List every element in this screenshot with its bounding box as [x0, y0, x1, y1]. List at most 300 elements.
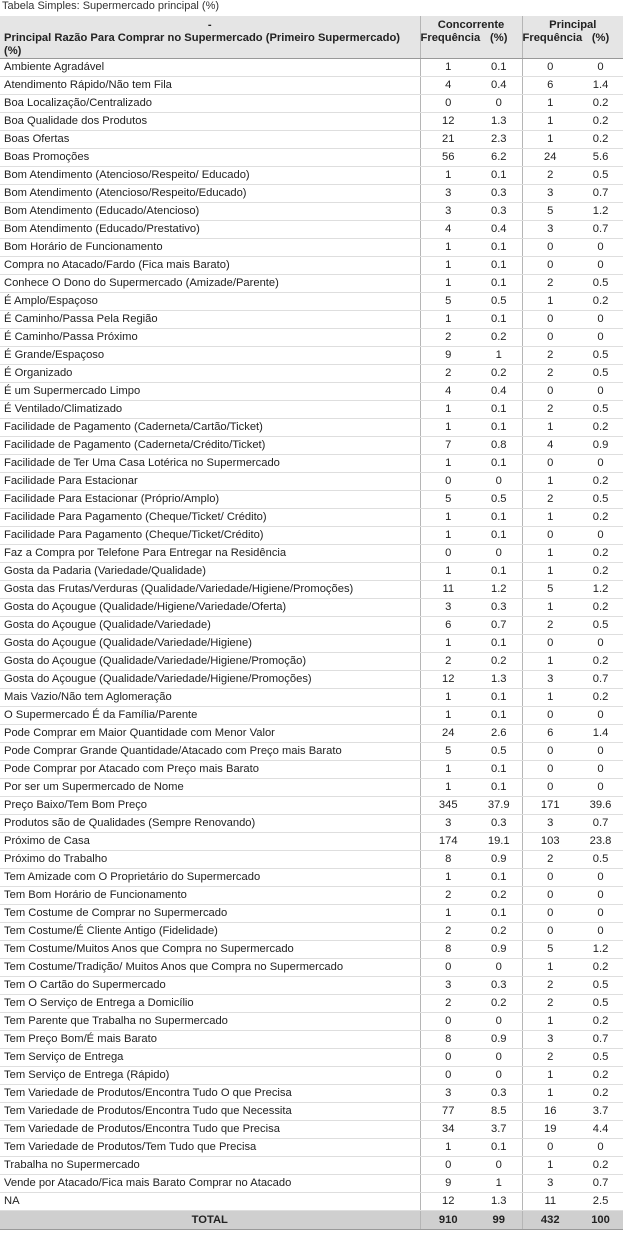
principal-frequencia: 0 — [522, 59, 578, 77]
table-row — [0, 1049, 623, 1067]
table-row — [0, 545, 623, 563]
table-row — [0, 635, 623, 653]
table-row — [0, 1103, 623, 1121]
principal-percent: 0 — [578, 239, 623, 257]
concorrente-frequencia: 8 — [420, 1031, 476, 1049]
concorrente-percent: 0.2 — [476, 329, 522, 347]
concorrente-frequencia: 345 — [420, 797, 476, 815]
row-label: Tem Amizade com O Proprietário do Supermercado — [0, 869, 420, 887]
principal-percent: 0 — [578, 383, 623, 401]
principal-frequencia: 103 — [522, 833, 578, 851]
table-row — [0, 347, 623, 365]
row-label: Tem O Cartão do Supermercado — [0, 977, 420, 995]
concorrente-frequencia: 21 — [420, 131, 476, 149]
concorrente-frequencia: 5 — [420, 491, 476, 509]
header-freq-concorrente: Frequência — [420, 32, 476, 59]
concorrente-frequencia: 1 — [420, 167, 476, 185]
concorrente-percent: 0.5 — [476, 293, 522, 311]
concorrente-percent: 37.9 — [476, 797, 522, 815]
principal-percent: 1.4 — [578, 725, 623, 743]
row-label: Tem Variedade de Produtos/Tem Tudo que Precisa — [0, 1139, 420, 1157]
concorrente-percent: 1 — [476, 347, 522, 365]
concorrente-percent: 0.2 — [476, 653, 522, 671]
table-row — [0, 491, 623, 509]
principal-frequencia: 0 — [522, 257, 578, 275]
principal-frequencia: 3 — [522, 221, 578, 239]
concorrente-frequencia: 24 — [420, 725, 476, 743]
row-label: É um Supermercado Limpo — [0, 383, 420, 401]
concorrente-frequencia: 6 — [420, 617, 476, 635]
concorrente-percent: 0.1 — [476, 527, 522, 545]
principal-percent: 0.7 — [578, 815, 623, 833]
principal-frequencia: 0 — [522, 743, 578, 761]
table-row — [0, 473, 623, 491]
concorrente-percent: 0 — [476, 1157, 522, 1175]
concorrente-percent: 0.4 — [476, 221, 522, 239]
principal-frequencia: 2 — [522, 275, 578, 293]
table-row — [0, 59, 623, 77]
concorrente-percent: 0.1 — [476, 167, 522, 185]
row-label: É Caminho/Passa Pela Região — [0, 311, 420, 329]
row-label: Mais Vazio/Não tem Aglomeração — [0, 689, 420, 707]
concorrente-frequencia: 0 — [420, 1157, 476, 1175]
row-label: Tem Variedade de Produtos/Encontra Tudo que Precisa — [0, 1121, 420, 1139]
concorrente-percent: 0.2 — [476, 923, 522, 941]
principal-percent: 0.2 — [578, 131, 623, 149]
concorrente-frequencia: 2 — [420, 923, 476, 941]
table-row — [0, 671, 623, 689]
principal-frequencia: 1 — [522, 689, 578, 707]
principal-frequencia: 1 — [522, 95, 578, 113]
row-label: Tem Variedade de Produtos/Encontra Tudo que Necessita — [0, 1103, 420, 1121]
row-label: Gosta do Açougue (Qualidade/Variedade/Higiene/Promoções) — [0, 671, 420, 689]
principal-frequencia: 5 — [522, 203, 578, 221]
principal-percent: 0.2 — [578, 689, 623, 707]
concorrente-frequencia: 1 — [420, 239, 476, 257]
concorrente-percent: 3.7 — [476, 1121, 522, 1139]
row-label: Bom Atendimento (Atencioso/Respeito/ Educado) — [0, 167, 420, 185]
concorrente-percent: 0.1 — [476, 689, 522, 707]
row-label: Tem Variedade de Produtos/Encontra Tudo O que Precisa — [0, 1085, 420, 1103]
concorrente-percent: 1.3 — [476, 671, 522, 689]
principal-percent: 0.2 — [578, 95, 623, 113]
principal-percent: 0.2 — [578, 653, 623, 671]
concorrente-frequencia: 1 — [420, 59, 476, 77]
concorrente-frequencia: 1 — [420, 869, 476, 887]
table-header — [0, 16, 623, 59]
row-label: Gosta do Açougue (Qualidade/Variedade) — [0, 617, 420, 635]
principal-frequencia: 2 — [522, 995, 578, 1013]
principal-percent: 0 — [578, 887, 623, 905]
principal-percent: 0.2 — [578, 545, 623, 563]
row-label: Bom Horário de Funcionamento — [0, 239, 420, 257]
principal-frequencia: 2 — [522, 617, 578, 635]
table-row — [0, 941, 623, 959]
principal-frequencia: 2 — [522, 401, 578, 419]
principal-frequencia: 0 — [522, 311, 578, 329]
concorrente-percent: 0 — [476, 1049, 522, 1067]
table-row — [0, 869, 623, 887]
total-row — [0, 1211, 623, 1230]
principal-percent: 0 — [578, 329, 623, 347]
row-label: Gosta do Açougue (Qualidade/Higiene/Variedade/Oferta) — [0, 599, 420, 617]
table-row — [0, 905, 623, 923]
concorrente-frequencia: 56 — [420, 149, 476, 167]
principal-frequencia: 1 — [522, 599, 578, 617]
concorrente-frequencia: 2 — [420, 329, 476, 347]
table-row — [0, 203, 623, 221]
header-pct-principal: (%) — [578, 32, 623, 59]
principal-frequencia: 1 — [522, 1085, 578, 1103]
principal-frequencia: 0 — [522, 1139, 578, 1157]
row-label: Facilidade de Pagamento (Caderneta/Crédito/Ticket) — [0, 437, 420, 455]
concorrente-percent: 0.1 — [476, 401, 522, 419]
concorrente-percent: 0.2 — [476, 887, 522, 905]
table-row — [0, 1121, 623, 1139]
principal-percent: 0.2 — [578, 113, 623, 131]
concorrente-frequencia: 0 — [420, 95, 476, 113]
principal-percent: 0.7 — [578, 1031, 623, 1049]
principal-percent: 0.5 — [578, 347, 623, 365]
row-label: NA — [0, 1193, 420, 1211]
principal-frequencia: 1 — [522, 1067, 578, 1085]
concorrente-frequencia: 9 — [420, 347, 476, 365]
row-label: Bom Atendimento (Atencioso/Respeito/Educado) — [0, 185, 420, 203]
frequency-table — [0, 16, 623, 1230]
concorrente-percent: 0 — [476, 1013, 522, 1031]
row-label: Pode Comprar Grande Quantidade/Atacado com Preço mais Barato — [0, 743, 420, 761]
principal-percent: 0.7 — [578, 671, 623, 689]
table-row — [0, 887, 623, 905]
principal-frequencia: 1 — [522, 1013, 578, 1031]
principal-frequencia: 1 — [522, 545, 578, 563]
principal-percent: 0 — [578, 257, 623, 275]
concorrente-frequencia: 0 — [420, 545, 476, 563]
table-row — [0, 1085, 623, 1103]
principal-frequencia: 1 — [522, 419, 578, 437]
principal-frequencia: 2 — [522, 167, 578, 185]
header-dash: - — [207, 19, 212, 31]
concorrente-percent: 0.1 — [476, 707, 522, 725]
concorrente-frequencia: 1 — [420, 275, 476, 293]
row-label: Tem Parente que Trabalha no Supermercado — [0, 1013, 420, 1031]
concorrente-percent: 0.1 — [476, 869, 522, 887]
table-row — [0, 239, 623, 257]
principal-frequencia: 5 — [522, 581, 578, 599]
table-row — [0, 527, 623, 545]
principal-frequencia: 2 — [522, 491, 578, 509]
principal-percent: 2.5 — [578, 1193, 623, 1211]
concorrente-percent: 0.9 — [476, 1031, 522, 1049]
table-row — [0, 1193, 623, 1211]
row-label: Por ser um Supermercado de Nome — [0, 779, 420, 797]
concorrente-percent: 0.9 — [476, 851, 522, 869]
concorrente-frequencia: 4 — [420, 77, 476, 95]
row-label: Bom Atendimento (Educado/Prestativo) — [0, 221, 420, 239]
concorrente-percent: 0.3 — [476, 1085, 522, 1103]
row-label: Facilidade de Ter Uma Casa Lotérica no Supermercado — [0, 455, 420, 473]
principal-frequencia: 1 — [522, 563, 578, 581]
concorrente-frequencia: 1 — [420, 1139, 476, 1157]
concorrente-percent: 0.3 — [476, 815, 522, 833]
concorrente-frequencia: 1 — [420, 707, 476, 725]
table-row — [0, 995, 623, 1013]
row-label: Tem Costume/É Cliente Antigo (Fidelidade) — [0, 923, 420, 941]
principal-percent: 0 — [578, 905, 623, 923]
principal-frequencia: 19 — [522, 1121, 578, 1139]
concorrente-percent: 1.3 — [476, 1193, 522, 1211]
concorrente-frequencia: 2 — [420, 887, 476, 905]
header-group-concorrente: Concorrente — [420, 16, 522, 32]
principal-frequencia: 24 — [522, 149, 578, 167]
concorrente-percent: 1.3 — [476, 113, 522, 131]
principal-percent: 0 — [578, 59, 623, 77]
row-label: Boa Qualidade dos Produtos — [0, 113, 420, 131]
concorrente-frequencia: 2 — [420, 995, 476, 1013]
table-row — [0, 311, 623, 329]
concorrente-frequencia: 0 — [420, 1049, 476, 1067]
row-label: Tem Costume/Tradição/ Muitos Anos que Compra no Supermercado — [0, 959, 420, 977]
principal-frequencia: 3 — [522, 1031, 578, 1049]
principal-frequencia: 0 — [522, 329, 578, 347]
principal-frequencia: 1 — [522, 653, 578, 671]
row-label: Boas Ofertas — [0, 131, 420, 149]
principal-percent: 0.2 — [578, 1067, 623, 1085]
principal-percent: 0.5 — [578, 401, 623, 419]
principal-percent: 4.4 — [578, 1121, 623, 1139]
table-row — [0, 815, 623, 833]
row-label: Gosta do Açougue (Qualidade/Variedade/Higiene/Promoção) — [0, 653, 420, 671]
principal-percent: 0.2 — [578, 599, 623, 617]
row-label: O Supermercado É da Família/Parente — [0, 707, 420, 725]
table-row — [0, 293, 623, 311]
row-label: Vende por Atacado/Fica mais Barato Comprar no Atacado — [0, 1175, 420, 1193]
table-row — [0, 1139, 623, 1157]
principal-percent: 0.5 — [578, 491, 623, 509]
concorrente-frequencia: 2 — [420, 365, 476, 383]
concorrente-frequencia: 1 — [420, 401, 476, 419]
concorrente-percent: 0.3 — [476, 977, 522, 995]
principal-frequencia: 5 — [522, 941, 578, 959]
concorrente-percent: 2.3 — [476, 131, 522, 149]
concorrente-frequencia: 9 — [420, 1175, 476, 1193]
row-label: É Ventilado/Climatizado — [0, 401, 420, 419]
concorrente-percent: 0.1 — [476, 59, 522, 77]
concorrente-percent: 0 — [476, 95, 522, 113]
table-row — [0, 617, 623, 635]
principal-frequencia: 3 — [522, 1175, 578, 1193]
principal-percent: 0.5 — [578, 995, 623, 1013]
concorrente-percent: 0.3 — [476, 203, 522, 221]
principal-percent: 0.2 — [578, 293, 623, 311]
row-label: Atendimento Rápido/Não tem Fila — [0, 77, 420, 95]
row-label: É Caminho/Passa Próximo — [0, 329, 420, 347]
concorrente-frequencia: 3 — [420, 185, 476, 203]
concorrente-frequencia: 3 — [420, 599, 476, 617]
principal-percent: 0 — [578, 1139, 623, 1157]
concorrente-percent: 1 — [476, 1175, 522, 1193]
principal-frequencia: 1 — [522, 473, 578, 491]
principal-frequencia: 0 — [522, 383, 578, 401]
concorrente-frequencia: 1 — [420, 779, 476, 797]
table-row — [0, 77, 623, 95]
principal-percent: 0.5 — [578, 977, 623, 995]
concorrente-frequencia: 5 — [420, 743, 476, 761]
row-label: Gosta do Açougue (Qualidade/Variedade/Higiene) — [0, 635, 420, 653]
principal-frequencia: 1 — [522, 509, 578, 527]
table-row — [0, 1175, 623, 1193]
table-row — [0, 923, 623, 941]
concorrente-percent: 0.1 — [476, 311, 522, 329]
principal-percent: 1.4 — [578, 77, 623, 95]
principal-frequencia: 0 — [522, 779, 578, 797]
concorrente-frequencia: 1 — [420, 689, 476, 707]
principal-percent: 1.2 — [578, 941, 623, 959]
table-row — [0, 599, 623, 617]
table-row — [0, 275, 623, 293]
principal-percent: 1.2 — [578, 203, 623, 221]
principal-percent: 0.2 — [578, 959, 623, 977]
table-body — [0, 59, 623, 1230]
row-label: Conhece O Dono do Supermercado (Amizade/Parente) — [0, 275, 420, 293]
table-row — [0, 455, 623, 473]
table-row — [0, 1067, 623, 1085]
concorrente-frequencia: 0 — [420, 959, 476, 977]
principal-percent: 0.5 — [578, 365, 623, 383]
concorrente-frequencia: 8 — [420, 941, 476, 959]
total-principal-percent: 100 — [578, 1211, 623, 1230]
principal-percent: 0 — [578, 311, 623, 329]
principal-frequencia: 6 — [522, 77, 578, 95]
row-label: Tem Serviço de Entrega (Rápido) — [0, 1067, 420, 1085]
table-row — [0, 149, 623, 167]
concorrente-percent: 19.1 — [476, 833, 522, 851]
row-label: Tem Costume/Muitos Anos que Compra no Supermercado — [0, 941, 420, 959]
row-label: Pode Comprar por Atacado com Preço mais Barato — [0, 761, 420, 779]
principal-percent: 3.7 — [578, 1103, 623, 1121]
concorrente-frequencia: 11 — [420, 581, 476, 599]
concorrente-frequencia: 3 — [420, 815, 476, 833]
table-row — [0, 653, 623, 671]
principal-percent: 5.6 — [578, 149, 623, 167]
table-row — [0, 707, 623, 725]
principal-frequencia: 0 — [522, 923, 578, 941]
table-row — [0, 131, 623, 149]
principal-frequencia: 0 — [522, 887, 578, 905]
row-label: Ambiente Agradável — [0, 59, 420, 77]
principal-percent: 0 — [578, 779, 623, 797]
principal-frequencia: 0 — [522, 635, 578, 653]
principal-frequencia: 4 — [522, 437, 578, 455]
table-row — [0, 959, 623, 977]
concorrente-percent: 0.1 — [476, 419, 522, 437]
principal-percent: 0.2 — [578, 419, 623, 437]
table-row — [0, 185, 623, 203]
principal-percent: 0 — [578, 743, 623, 761]
table-row — [0, 419, 623, 437]
principal-percent: 0.9 — [578, 437, 623, 455]
concorrente-frequencia: 3 — [420, 977, 476, 995]
row-label: Próximo do Trabalho — [0, 851, 420, 869]
principal-percent: 0.2 — [578, 563, 623, 581]
concorrente-frequencia: 1 — [420, 635, 476, 653]
principal-percent: 0.5 — [578, 275, 623, 293]
principal-frequencia: 0 — [522, 869, 578, 887]
principal-percent: 0.2 — [578, 1013, 623, 1031]
concorrente-frequencia: 174 — [420, 833, 476, 851]
row-label: É Organizado — [0, 365, 420, 383]
table-row — [0, 689, 623, 707]
concorrente-percent: 6.2 — [476, 149, 522, 167]
total-concorrente-percent: 99 — [476, 1211, 522, 1230]
table-row — [0, 383, 623, 401]
concorrente-percent: 0.2 — [476, 995, 522, 1013]
concorrente-percent: 0.3 — [476, 599, 522, 617]
row-label: Pode Comprar em Maior Quantidade com Menor Valor — [0, 725, 420, 743]
principal-percent: 0.5 — [578, 167, 623, 185]
principal-frequencia: 1 — [522, 293, 578, 311]
principal-frequencia: 2 — [522, 977, 578, 995]
concorrente-frequencia: 1 — [420, 563, 476, 581]
concorrente-frequencia: 12 — [420, 1193, 476, 1211]
concorrente-percent: 0 — [476, 959, 522, 977]
principal-percent: 0.7 — [578, 221, 623, 239]
table-row — [0, 779, 623, 797]
concorrente-percent: 0.5 — [476, 491, 522, 509]
principal-frequencia: 0 — [522, 761, 578, 779]
concorrente-frequencia: 7 — [420, 437, 476, 455]
table-row — [0, 797, 623, 815]
row-label: Facilidade de Pagamento (Caderneta/Cartão/Ticket) — [0, 419, 420, 437]
row-label: Tem Bom Horário de Funcionamento — [0, 887, 420, 905]
table-row — [0, 401, 623, 419]
row-label: Produtos são de Qualidades (Sempre Renovando) — [0, 815, 420, 833]
principal-frequencia: 0 — [522, 527, 578, 545]
concorrente-frequencia: 77 — [420, 1103, 476, 1121]
principal-frequencia: 1 — [522, 131, 578, 149]
concorrente-percent: 0.1 — [476, 239, 522, 257]
table-row — [0, 437, 623, 455]
header-row-label: Principal Razão Para Comprar no Supermercado (Primeiro Supermercado) (%) — [0, 32, 420, 59]
concorrente-frequencia: 4 — [420, 221, 476, 239]
concorrente-percent: 0.1 — [476, 779, 522, 797]
row-label: É Grande/Espaçoso — [0, 347, 420, 365]
principal-percent: 0 — [578, 635, 623, 653]
table-row — [0, 95, 623, 113]
concorrente-frequencia: 1 — [420, 509, 476, 527]
concorrente-percent: 0.1 — [476, 905, 522, 923]
total-concorrente-frequencia: 910 — [420, 1211, 476, 1230]
principal-frequencia: 2 — [522, 1049, 578, 1067]
table-row — [0, 1013, 623, 1031]
concorrente-frequencia: 5 — [420, 293, 476, 311]
row-label: Bom Atendimento (Educado/Atencioso) — [0, 203, 420, 221]
principal-percent: 39.6 — [578, 797, 623, 815]
concorrente-percent: 2.6 — [476, 725, 522, 743]
concorrente-frequencia: 1 — [420, 257, 476, 275]
principal-percent: 23.8 — [578, 833, 623, 851]
header-pct-concorrente: (%) — [476, 32, 522, 59]
principal-percent: 0.2 — [578, 1157, 623, 1175]
table-row — [0, 509, 623, 527]
row-label: Boas Promoções — [0, 149, 420, 167]
principal-percent: 0.5 — [578, 1049, 623, 1067]
principal-frequencia: 2 — [522, 365, 578, 383]
concorrente-percent: 0 — [476, 545, 522, 563]
principal-percent: 0.5 — [578, 851, 623, 869]
row-label: Gosta das Frutas/Verduras (Qualidade/Variedade/Higiene/Promoções) — [0, 581, 420, 599]
principal-percent: 0.7 — [578, 185, 623, 203]
